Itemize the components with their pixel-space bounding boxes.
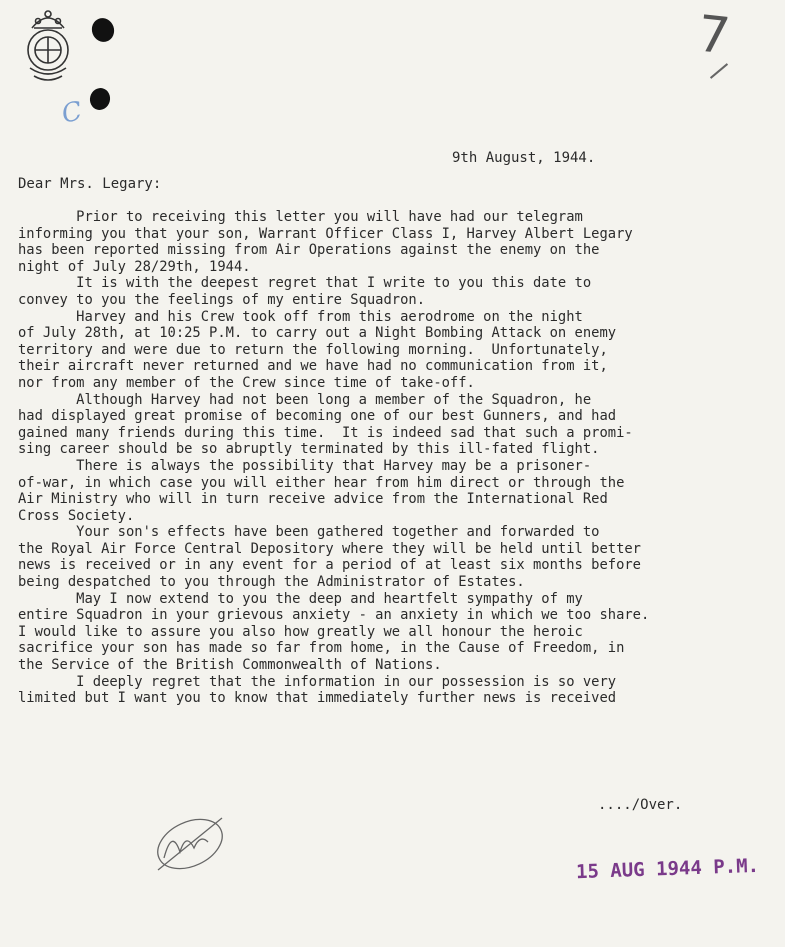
body-line: May I now extend to you the deep and heartfelt sympathy of my xyxy=(18,590,583,607)
body-line: has been reported missing from Air Operations against the enemy on the xyxy=(18,242,600,259)
body-line: I would like to assure you also how greatly we all honour the heroic xyxy=(18,623,583,640)
body-line: territory and were due to return the following morning. Unfortunately, xyxy=(18,341,608,358)
body-line: Air Ministry who will in turn receive advice from the International Red xyxy=(18,491,608,508)
handwritten-initials xyxy=(150,808,230,878)
body-line: of-war, in which case you will either hear from him direct or through the xyxy=(18,474,625,491)
body-line: of July 28th, at 10:25 P.M. to carry out a Night Bombing Attack on enemy xyxy=(18,325,617,342)
body-line: nor from any member of the Crew since time of take-off. xyxy=(18,374,475,391)
body-line: There is always the possibility that Harvey may be a prisoner- xyxy=(18,457,592,474)
body-line: night of July 28/29th, 1944. xyxy=(18,258,251,275)
royal-crest-icon xyxy=(20,6,76,86)
body-line: had displayed great promise of becoming one of our best Gunners, and had xyxy=(18,408,617,425)
body-line: gained many friends during this time. It is indeed sad that such a promi- xyxy=(18,424,633,441)
body-line: entire Squadron in your grievous anxiety - an anxiety in which we too share. xyxy=(18,607,650,624)
pencil-tick xyxy=(710,63,728,79)
letter-body xyxy=(18,209,748,707)
pencil-annotation: C xyxy=(59,96,85,130)
salutation: Dear Mrs. Legary: xyxy=(18,176,162,192)
ink-blot xyxy=(87,86,112,112)
body-line: sacrifice your son has made so far from home, in the Cause of Freedom, in xyxy=(18,640,625,657)
body-line: Harvey and his Crew took off from this aerodrome on the night xyxy=(18,308,583,325)
body-line: Prior to receiving this letter you will have had our telegram xyxy=(18,209,583,225)
received-date-stamp: 15 AUG 1944 P.M. xyxy=(575,854,760,884)
body-line: the Royal Air Force Central Depository where they will be held until better xyxy=(18,540,641,557)
body-line: their aircraft never returned and we have had no communication from it, xyxy=(18,358,608,375)
body-line: convey to you the feelings of my entire Squadron. xyxy=(18,291,426,308)
body-line: sing career should be so abruptly terminated by this ill-fated flight. xyxy=(18,441,600,458)
body-line: the Service of the British Commonwealth of Nations. xyxy=(18,657,442,674)
body-line: informing you that your son, Warrant Officer Class I, Harvey Albert Legary xyxy=(18,225,633,242)
body-line: Your son's effects have been gathered together and forwarded to xyxy=(18,524,600,541)
body-line: Although Harvey had not been long a member of the Squadron, he xyxy=(18,391,592,408)
body-line: news is received or in any event for a period of at least six months before xyxy=(18,557,641,574)
body-line: being despatched to you through the Administrator of Estates. xyxy=(18,574,525,591)
body-line: It is with the deepest regret that I write to you this date to xyxy=(18,275,592,292)
letter-date: 9th August, 1944. xyxy=(452,150,596,166)
ink-blot xyxy=(89,15,118,45)
body-line: Cross Society. xyxy=(18,507,135,524)
folio-number: 7 xyxy=(695,4,733,66)
body-line: limited but I want you to know that immediately further news is received xyxy=(18,690,617,707)
continuation-marker: ..../Over. xyxy=(598,797,683,813)
body-line: I deeply regret that the information in our possession is so very xyxy=(18,673,617,690)
